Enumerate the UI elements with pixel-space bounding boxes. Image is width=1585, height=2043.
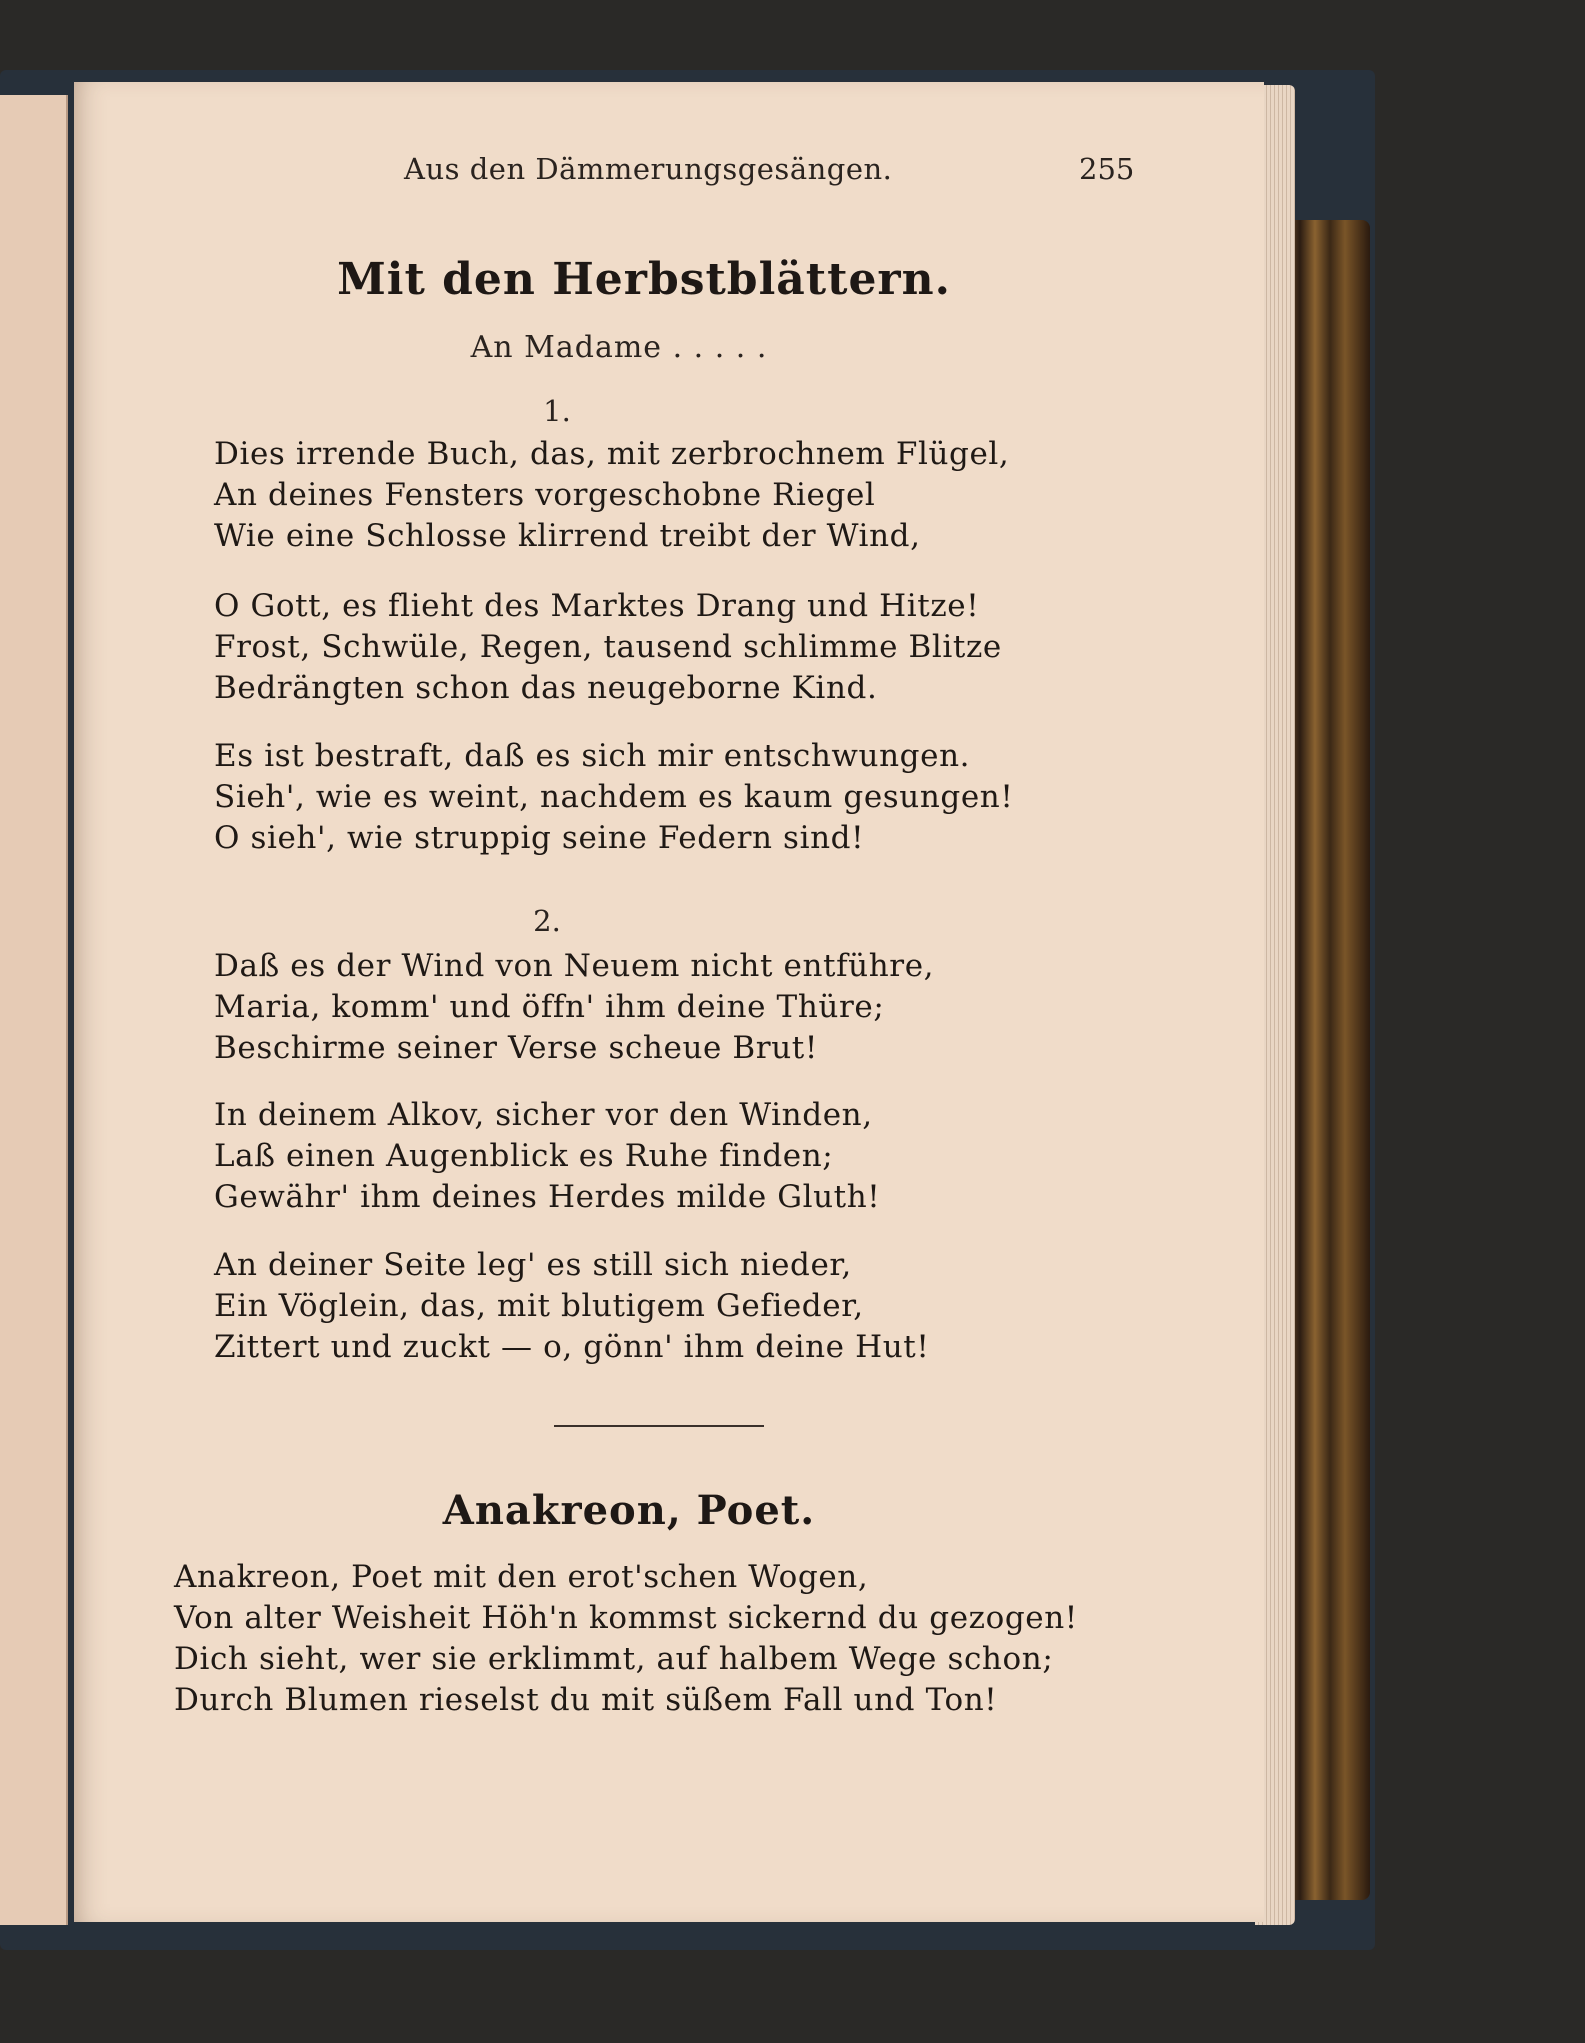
poem-dedication: An Madame . . . . . xyxy=(470,330,768,365)
verse-line: Von alter Weisheit Höh'n kommst sickernd du gezogen! xyxy=(174,1600,1078,1636)
stanza xyxy=(214,586,1002,709)
verse-line: O Gott, es flieht des Marktes Drang und Hitze! xyxy=(214,588,980,624)
verse-line: Durch Blumen rieselst du mit süßem Fall und Ton! xyxy=(174,1682,998,1718)
poem-title: Mit den Herbstblättern. xyxy=(337,254,951,305)
verse-line: Sieh', wie es weint, nachdem es kaum gesungen! xyxy=(214,779,1014,815)
verse-line: Frost, Schwüle, Regen, tausend schlimme Blitze xyxy=(214,629,1002,665)
verse-line: Daß es der Wind von Neuem nicht entführe, xyxy=(214,948,935,984)
section-number: 2. xyxy=(533,904,561,938)
stanza xyxy=(214,1095,880,1218)
stanza xyxy=(214,434,1009,557)
verse-line: Gewähr' ihm deines Herdes milde Gluth! xyxy=(214,1179,881,1215)
verse-line: Wie eine Schlosse klirrend treibt der Wind, xyxy=(214,518,921,554)
verse-line: An deiner Seite leg' es still sich nieder, xyxy=(214,1247,852,1283)
book-page xyxy=(74,82,1264,1922)
verse-line: Maria, komm' und öffn' ihm deine Thüre; xyxy=(214,989,885,1025)
section-number: 1. xyxy=(543,394,571,428)
verse-line: O sieh', wie struppig seine Federn sind! xyxy=(214,820,865,856)
poem-title: Anakreon, Poet. xyxy=(442,1487,816,1534)
divider-rule xyxy=(554,1425,764,1427)
stanza xyxy=(214,1245,929,1368)
verse-line: Beschirme seiner Verse scheue Brut! xyxy=(214,1030,818,1066)
verse-line: Dies irrende Buch, das, mit zerbrochnem Flügel, xyxy=(214,436,1010,472)
verse-line: Ein Vöglein, das, mit blutigem Gefieder, xyxy=(214,1288,864,1324)
stanza xyxy=(214,736,1013,859)
running-title: Aus den Dämmerungsgesängen. xyxy=(404,152,893,186)
verse-line: Bedrängten schon das neugeborne Kind. xyxy=(214,670,878,706)
verse-line: Zittert und zuckt — o, gönn' ihm deine Hut! xyxy=(214,1329,930,1365)
stanza xyxy=(214,946,934,1069)
verse-line: Laß einen Augenblick es Ruhe finden; xyxy=(214,1138,834,1174)
verse-line: In deinem Alkov, sicher vor den Winden, xyxy=(214,1097,873,1133)
running-head xyxy=(74,152,1264,192)
left-page-edge xyxy=(0,95,68,1925)
verse-line: Es ist bestraft, daß es sich mir entschwungen. xyxy=(214,738,971,774)
page-number: 255 xyxy=(1079,152,1135,186)
verse-line: Dich sieht, wer sie erklimmt, auf halbem Wege schon; xyxy=(174,1641,1054,1677)
verse-line: Anakreon, Poet mit den erot'schen Wogen, xyxy=(174,1559,869,1595)
stanza xyxy=(174,1557,1078,1721)
verse-line: An deines Fensters vorgeschobne Riegel xyxy=(214,477,876,513)
